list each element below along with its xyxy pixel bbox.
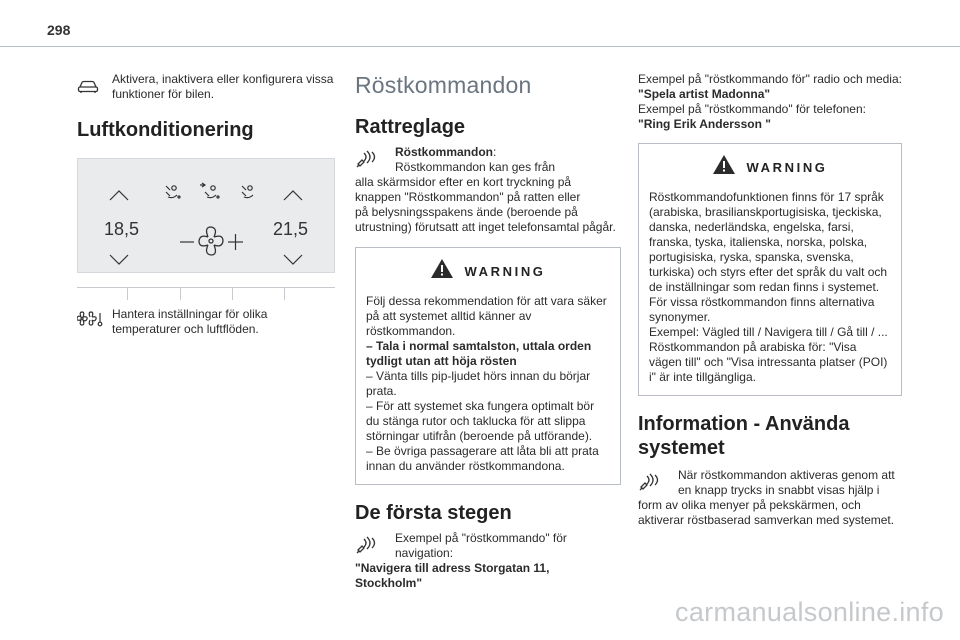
info-line-4: aktiverar röstbaserad samverkan med systemet. <box>638 513 895 527</box>
temp-left-down-icon <box>110 255 128 264</box>
warning-1-para: Följ dessa rekommendation för att vara säker på att systemet alltid känner av röstkommandon. <box>366 294 607 338</box>
column-3 <box>638 72 902 528</box>
page-number: 298 <box>47 22 71 38</box>
warning-triangle-icon <box>712 154 736 180</box>
steering-heading: Rattreglage <box>355 116 466 138</box>
temp-right-down-icon <box>284 255 302 264</box>
climate-text: Hantera inställningar för olika temperaturer och luftflöden. <box>112 307 268 336</box>
watermark: carmanualsonline.info <box>675 597 944 627</box>
column-2 <box>355 72 621 591</box>
steering-line-3: knappen "Röstkommandon" på ratten eller <box>355 190 581 204</box>
warning-2-para-1: Röstkommandofunktionen finns för 17 språk (arabiska, brasilianskportugisiska, tjeckiska, danska, nederländska, engelska, farsi, franska, tyska, italienska, norska, polska, portugisiska, ryska, spanska, svenska, turkiska) och styrs efter det språk du valt och de inställningar som redan finns i systemet. <box>649 190 888 294</box>
column-1 <box>77 72 339 337</box>
climate-heading: Luftkonditionering <box>77 119 254 141</box>
info-line-3: form av olika menyer på pekskärmen, och <box>638 498 861 512</box>
voice-command-icon <box>638 473 662 498</box>
warning-1-item-3: – För att systemet ska fungera optimalt bör du stänga rutor och taklucka för att slippa störningar utifrån (beroende på utförande). <box>366 399 595 443</box>
example-phone-command: "Ring Erik Andersson " <box>638 117 771 131</box>
warning-title: WARNING <box>746 159 828 175</box>
example-radio-text: Exempel på "röstkommando för" radio och media: <box>638 72 902 86</box>
climate-icon <box>77 311 103 332</box>
info-line-1: När röstkommandon aktiveras genom att <box>678 468 895 482</box>
steering-line-4: på belysningsspakens ände (beroende på <box>355 205 578 219</box>
fan-icon <box>199 227 223 255</box>
first-steps-line-1: Exempel på "röstkommando" för <box>395 531 567 545</box>
first-steps-line-2: navigation: <box>395 546 454 560</box>
temp-right-up-icon <box>284 191 302 200</box>
info-block <box>638 468 902 528</box>
climate-panel-illustration <box>77 158 335 273</box>
warning-triangle-icon <box>430 258 454 284</box>
info-line-2: en knapp trycks in snabbt visas hjälp i <box>678 483 880 497</box>
steering-colon: : <box>493 145 497 159</box>
climate-text-block <box>77 307 339 337</box>
warning-1-item-2: – Vänta tills pip-ljudet hörs innan du börjar prata. <box>366 369 591 398</box>
warning-title: WARNING <box>464 263 546 279</box>
info-heading: Information - Använda systemet <box>638 413 850 459</box>
warning-box-2 <box>638 143 902 396</box>
warning-1-bold: – Tala i normal samtalston, uttala orden tydligt utan att höja rösten <box>366 339 592 368</box>
voice-command-icon <box>355 536 379 561</box>
steering-line-2: alla skärmsidor efter en kort tryckning på <box>355 175 572 189</box>
warning-1-item-4: – Be övriga passagerare att låta bli att prata innan du använder röstkommandona. <box>366 444 599 473</box>
example-phone-text: Exempel på "röstkommando" för telefonen: <box>638 102 866 116</box>
temp-left-value: 18,5 <box>104 219 140 239</box>
example-radio-command: "Spela artist Madonna" <box>638 87 771 101</box>
first-steps-bold-1: "Navigera till adress Storgatan 11, <box>355 561 550 575</box>
steering-line-5: utrustning) förutsatt att inget telefonsamtal pågår. <box>355 220 616 234</box>
steering-block <box>355 145 621 235</box>
intro-block <box>77 72 339 102</box>
warning-2-para-3: Exempel: Vägled till / Navigera till / Gå till / ... <box>649 325 888 339</box>
steering-line-1: Röstkommandon kan ges från <box>395 160 556 174</box>
header-rule <box>0 46 960 47</box>
car-icon <box>77 80 99 99</box>
intro-text: Aktivera, inaktivera eller konfigurera vissa funktioner för bilen. <box>112 72 334 101</box>
voice-commands-title: Röstkommandon <box>355 72 532 98</box>
warning-2-para-2: För vissa röstkommandon finns alternativa synonymer. <box>649 295 875 324</box>
voice-command-icon <box>355 150 379 175</box>
warning-box-1 <box>355 247 621 485</box>
first-steps-bold-2: Stockholm" <box>355 576 423 590</box>
first-steps-heading: De första stegen <box>355 502 512 524</box>
first-steps-block <box>355 531 621 591</box>
steering-term: Röstkommandon <box>395 145 494 159</box>
airflow-mode-icons <box>166 183 253 198</box>
temp-left-up-icon <box>110 191 128 200</box>
climate-tabs-line <box>77 287 335 301</box>
warning-2-para-4: Röstkommandon på arabiska för: "Visa vägen till" och "Visa intressanta platser (POI) i" är inte tillgängliga. <box>649 340 888 384</box>
temp-right-value: 21,5 <box>273 219 309 239</box>
